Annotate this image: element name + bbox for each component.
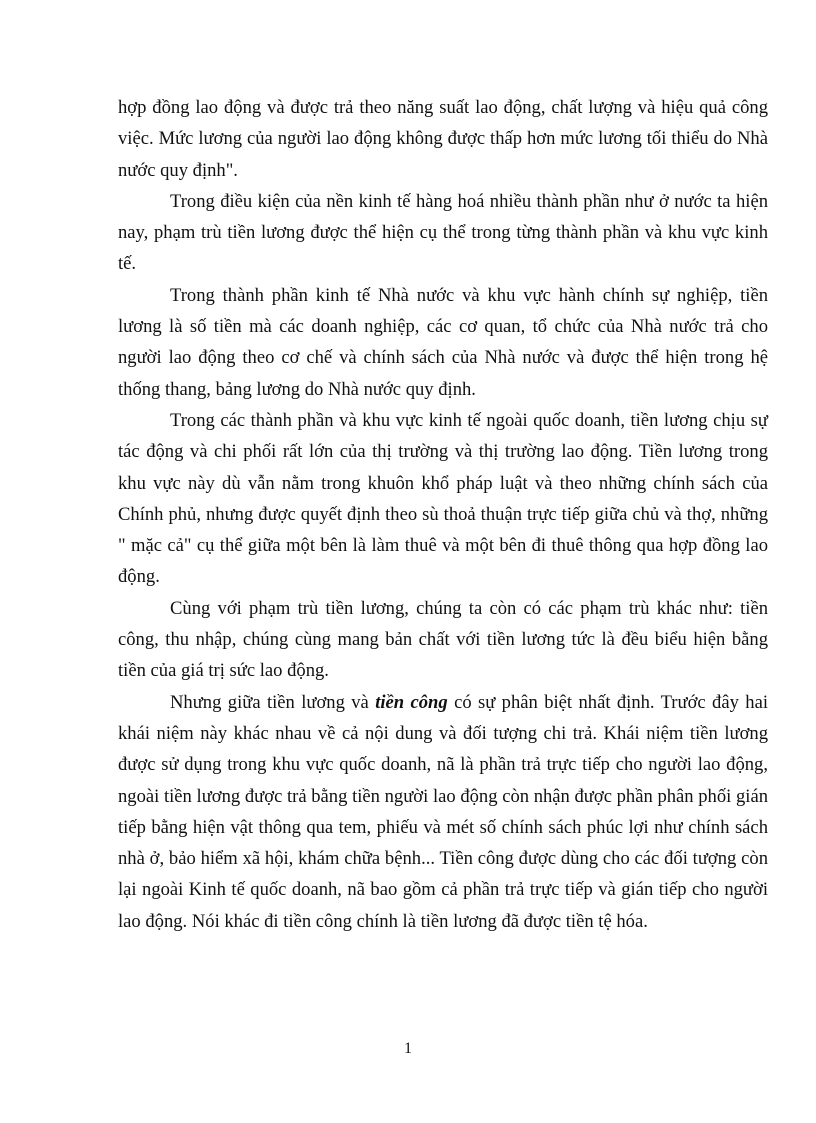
- paragraph-2: Trong điều kiện của nền kinh tế hàng hoá nhiều thành phần như ở nước ta hiện nay, phạm trù tiền lương được thể hiện cụ thể trong từng thành phần và khu vực kinh tế.: [118, 190, 768, 275]
- document-body: [118, 92, 768, 937]
- paragraph-6-rest: có sự phân biệt nhất định. Trước đây hai khái niệm này khác nhau về cả nội dung và đối tượng chi trả. Khái niệm tiền lương được sử dụng trong khu vực quốc doanh, nã là phần trả trực tiếp cho người lao động, ngoài tiền lương được trả bằng tiền người lao động còn nhận được phần phân phối gián tiếp bằng hiện vật thông qua tem, phiếu và mét số chính sách phúc lợi như chính sách nhà ở, bảo hiểm xã hội, khám chữa bệnh... Tiền công được dùng cho các đối tượng còn lại ngoài Kinh tế quốc doanh, nã bao gồm cả phần trả trực tiếp và gián tiếp cho người lao động. Nói khác đi tiền công chính là tiền lương đã được tiền tệ hóa.: [118, 691, 768, 932]
- paragraph-6: [118, 687, 768, 937]
- paragraph-4: Trong các thành phần và khu vực kinh tế ngoài quốc doanh, tiền lương chịu sự tác động và chi phối rất lớn của thị trường và thị trường lao động. Tiền lương trong khu vực này dù vẫn nằm trong khuôn khổ pháp luật và theo những chính sách của Chính phủ, nhưng được quyết định theo sù thoả thuận trực tiếp giữa chủ và thợ, những " mặc cả" cụ thể giữa một bên là làm thuê và một bên đi thuê thông qua hợp đồng lao động.: [118, 409, 768, 588]
- paragraph-5: Cùng với phạm trù tiền lương, chúng ta còn có các phạm trù khác như: tiền công, thu nhập, chúng cùng mang bản chất với tiền lương tức là đều biểu hiện bằng tiền của giá trị sức lao động.: [118, 597, 768, 682]
- paragraph-3: Trong thành phần kinh tế Nhà nước và khu vực hành chính sự nghiệp, tiền lương là số tiền mà các doanh nghiệp, các cơ quan, tổ chức của Nhà nước trả cho người lao động theo cơ chế và chính sách của Nhà nước và được thể hiện trong hệ thống thang, bảng lương do Nhà nước quy định.: [118, 284, 768, 400]
- emphasis-tien-cong: tiền công: [375, 691, 448, 713]
- paragraph-6-lead: Nhưng giữa tiền lương và: [170, 691, 376, 713]
- page-number: 1: [404, 1040, 412, 1057]
- paragraph-1: hợp đồng lao động và được trả theo năng suất lao động, chất lượng và hiệu quả công việc. Mức lương của người lao động không được thấp hơn mức lương tối thiểu do Nhà nước quy định".: [118, 97, 768, 181]
